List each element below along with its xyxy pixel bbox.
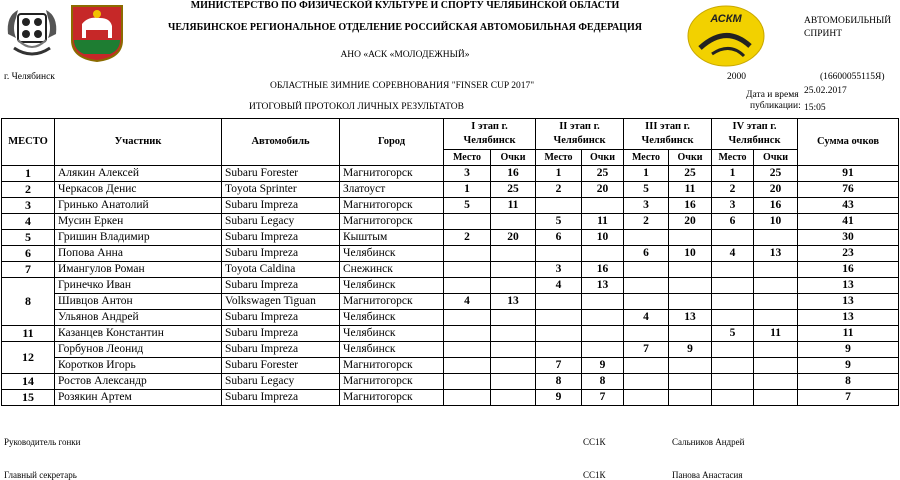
stage-place-cell <box>444 278 491 294</box>
stage-place-subheader: Место <box>444 150 491 166</box>
car-cell: Subaru Legacy <box>222 374 340 390</box>
stage-4-header: IV этап г. Челябинск <box>712 119 798 150</box>
total-points-cell: 23 <box>798 246 899 262</box>
stage-place-cell <box>624 358 669 374</box>
stage-points-cell: 20 <box>669 214 712 230</box>
stage-points-cell <box>491 310 536 326</box>
city-cell: Челябинск <box>340 310 444 326</box>
city-cell: Магнитогорск <box>340 198 444 214</box>
stage-points-cell: 16 <box>491 166 536 182</box>
place-cell: 11 <box>2 326 55 342</box>
stage-points-subheader: Очки <box>491 150 536 166</box>
stage-points-cell: 16 <box>582 262 624 278</box>
city-cell: Челябинск <box>340 278 444 294</box>
city-cell: Магнитогорск <box>340 214 444 230</box>
federation-logo <box>4 4 60 60</box>
stage-place-cell: 3 <box>536 262 582 278</box>
stage-points-cell: 11 <box>669 182 712 198</box>
pub-label: публикации: <box>750 101 801 111</box>
chief-secretary-role: Главный секретарь <box>4 470 77 480</box>
stage-place-cell: 4 <box>712 246 754 262</box>
stage-points-cell: 20 <box>582 182 624 198</box>
pub-value: 15:05 <box>804 103 826 113</box>
car-cell: Subaru Forester <box>222 166 340 182</box>
stage-place-cell <box>536 294 582 310</box>
car-cell: Toyota Sprinter <box>222 182 340 198</box>
stage-points-cell: 11 <box>582 214 624 230</box>
stage-points-cell: 25 <box>669 166 712 182</box>
stage-points-cell <box>491 358 536 374</box>
place-cell: 3 <box>2 198 55 214</box>
stage-points-cell: 20 <box>491 230 536 246</box>
discipline-line1: АВТОМОБИЛЬНЫЙ <box>804 16 892 26</box>
place-cell: 15 <box>2 390 55 406</box>
stage-points-cell: 25 <box>491 182 536 198</box>
stage-place-cell: 5 <box>624 182 669 198</box>
stage-points-cell <box>491 278 536 294</box>
city-cell: Магнитогорск <box>340 294 444 310</box>
stage-place-cell: 1 <box>536 166 582 182</box>
stage-place-cell <box>536 326 582 342</box>
col-place-header: МЕСТО <box>2 119 55 166</box>
stage-place-cell <box>712 230 754 246</box>
stage-points-subheader: Очки <box>582 150 624 166</box>
total-points-cell: 9 <box>798 358 899 374</box>
ministry-title: МИНИСТЕРСТВО ПО ФИЗИЧЕСКОЙ КУЛЬТУРЕ И СПОРТУ ЧЕЛЯБИНСКОЙ ОБЛАСТИ <box>190 0 620 11</box>
stage-place-cell: 4 <box>444 294 491 310</box>
code-right: (16600055115Я) <box>820 72 885 82</box>
stage-place-cell <box>444 390 491 406</box>
stage-points-cell: 9 <box>669 342 712 358</box>
driver-cell: Попова Анна <box>55 246 222 262</box>
driver-cell: Имангулов Роман <box>55 262 222 278</box>
city-cell: Магнитогорск <box>340 358 444 374</box>
stage-place-cell: 7 <box>624 342 669 358</box>
stage-place-cell <box>624 278 669 294</box>
total-points-cell: 13 <box>798 278 899 294</box>
table-row <box>2 166 899 182</box>
askm-logo-text: АСКМ <box>710 13 742 25</box>
stage-points-cell: 16 <box>669 198 712 214</box>
stage-place-cell <box>536 342 582 358</box>
driver-cell: Гринько Анатолий <box>55 198 222 214</box>
stage-place-subheader: Место <box>712 150 754 166</box>
stage-place-cell: 6 <box>712 214 754 230</box>
stage-points-cell <box>754 294 798 310</box>
stage-place-cell <box>444 326 491 342</box>
date-value: 25.02.2017 <box>804 86 847 96</box>
stage-place-cell: 3 <box>712 198 754 214</box>
stage-place-cell <box>712 342 754 358</box>
car-cell: Volkswagen Tiguan <box>222 294 340 310</box>
stage-place-cell: 3 <box>444 166 491 182</box>
table-row <box>2 182 899 198</box>
driver-cell: Ульянов Андрей <box>55 310 222 326</box>
total-points-cell: 7 <box>798 390 899 406</box>
stage-place-cell <box>444 214 491 230</box>
chief-secretary-category: СС1К <box>583 470 606 480</box>
askm-logo <box>686 4 766 68</box>
race-director-role: Руководитель гонки <box>4 437 81 447</box>
city-cell: Снежинск <box>340 262 444 278</box>
stage-points-cell <box>669 262 712 278</box>
stage-points-cell: 20 <box>754 182 798 198</box>
stage-points-cell <box>669 390 712 406</box>
table-row <box>2 230 899 246</box>
city-cell: Челябинск <box>340 326 444 342</box>
driver-cell: Мусин Еркен <box>55 214 222 230</box>
col-city-header: Город <box>340 119 444 166</box>
stage-points-cell: 13 <box>754 246 798 262</box>
stage-place-cell: 4 <box>536 278 582 294</box>
total-points-cell: 76 <box>798 182 899 198</box>
stage-points-cell <box>754 358 798 374</box>
city-label: г. Челябинск <box>4 72 55 82</box>
stage-place-cell: 3 <box>624 198 669 214</box>
stage-points-cell: 10 <box>754 214 798 230</box>
stage-points-subheader: Очки <box>754 150 798 166</box>
place-cell: 6 <box>2 246 55 262</box>
stage-points-cell: 10 <box>582 230 624 246</box>
stage-points-cell: 10 <box>669 246 712 262</box>
place-cell: 12 <box>2 342 55 374</box>
stage-points-cell: 8 <box>582 374 624 390</box>
city-cell: Магнитогорск <box>340 374 444 390</box>
code-left: 2000 <box>727 72 746 82</box>
stage-2-header: II этап г. Челябинск <box>536 119 624 150</box>
total-points-cell: 30 <box>798 230 899 246</box>
table-row <box>2 246 899 262</box>
stage-place-cell <box>624 390 669 406</box>
stage-place-cell <box>536 310 582 326</box>
stage-place-cell: 7 <box>536 358 582 374</box>
date-label: Дата и время <box>746 90 799 100</box>
total-points-cell: 11 <box>798 326 899 342</box>
car-cell: Subaru Impreza <box>222 230 340 246</box>
stage-points-cell <box>491 214 536 230</box>
place-cell: 2 <box>2 182 55 198</box>
car-cell: Subaru Impreza <box>222 342 340 358</box>
total-points-cell: 16 <box>798 262 899 278</box>
stage-points-cell <box>754 230 798 246</box>
stage-place-cell <box>712 390 754 406</box>
stage-points-cell <box>754 374 798 390</box>
stage-points-cell <box>582 294 624 310</box>
table-row <box>2 262 899 278</box>
total-points-cell: 9 <box>798 342 899 358</box>
stage-place-cell: 8 <box>536 374 582 390</box>
stage-place-subheader: Место <box>536 150 582 166</box>
stage-place-cell: 1 <box>624 166 669 182</box>
stage-points-cell <box>582 342 624 358</box>
driver-cell: Гринечко Иван <box>55 278 222 294</box>
col-driver-header: Участник <box>55 119 222 166</box>
organizer: АНО «АСК «МОЛОДЕЖНЫЙ» <box>340 50 470 60</box>
stage-points-cell <box>582 326 624 342</box>
stage-place-cell: 2 <box>624 214 669 230</box>
stage-1-header: I этап г. Челябинск <box>444 119 536 150</box>
driver-cell: Шивцов Антон <box>55 294 222 310</box>
stage-points-cell <box>669 294 712 310</box>
stage-points-cell <box>491 342 536 358</box>
car-cell: Subaru Legacy <box>222 214 340 230</box>
stage-place-cell <box>712 262 754 278</box>
results-table <box>1 118 899 406</box>
table-row <box>2 198 899 214</box>
stage-points-cell <box>669 374 712 390</box>
stage-points-cell <box>491 246 536 262</box>
stage-points-cell <box>491 390 536 406</box>
stage-points-cell <box>754 310 798 326</box>
stage-points-cell <box>669 230 712 246</box>
car-cell: Subaru Impreza <box>222 198 340 214</box>
driver-cell: Горбунов Леонид <box>55 342 222 358</box>
stage-points-cell: 11 <box>754 326 798 342</box>
driver-cell: Казанцев Константин <box>55 326 222 342</box>
car-cell: Subaru Impreza <box>222 246 340 262</box>
stage-place-cell <box>712 374 754 390</box>
stage-points-cell: 16 <box>754 198 798 214</box>
driver-cell: Ростов Александр <box>55 374 222 390</box>
stage-place-cell: 4 <box>624 310 669 326</box>
stage-place-cell: 2 <box>536 182 582 198</box>
driver-cell: Алякин Алексей <box>55 166 222 182</box>
city-cell: Златоуст <box>340 182 444 198</box>
total-points-cell: 43 <box>798 198 899 214</box>
car-cell: Subaru Impreza <box>222 310 340 326</box>
stage-points-cell: 13 <box>582 278 624 294</box>
stage-place-cell <box>624 326 669 342</box>
stage-points-cell: 25 <box>582 166 624 182</box>
stage-place-cell: 1 <box>444 182 491 198</box>
stage-place-cell <box>444 246 491 262</box>
place-cell: 14 <box>2 374 55 390</box>
place-cell: 5 <box>2 230 55 246</box>
stage-place-cell: 9 <box>536 390 582 406</box>
stage-place-cell <box>624 230 669 246</box>
stage-points-subheader: Очки <box>669 150 712 166</box>
stage-points-cell <box>754 278 798 294</box>
stage-place-cell <box>444 374 491 390</box>
col-car-header: Автомобиль <box>222 119 340 166</box>
stage-place-cell <box>444 262 491 278</box>
stage-place-cell <box>536 198 582 214</box>
table-row <box>2 214 899 230</box>
stage-place-cell: 5 <box>536 214 582 230</box>
table-row <box>2 342 899 358</box>
place-cell: 8 <box>2 278 55 326</box>
stage-place-cell <box>712 310 754 326</box>
stage-place-cell <box>624 294 669 310</box>
race-director-name: Сальников Андрей <box>672 437 745 447</box>
stage-points-cell: 13 <box>491 294 536 310</box>
event-title: ОБЛАСТНЫЕ ЗИМНИЕ СОРЕВНОВАНИЯ "FINSER CUP 2017" <box>270 81 535 91</box>
federation-title: ЧЕЛЯБИНСКОЕ РЕГИОНАЛЬНОЕ ОТДЕЛЕНИЕ РОССИЙСКАЯ АВТОМОБИЛЬНАЯ ФЕДЕРАЦИЯ <box>168 22 642 33</box>
city-cell: Кыштым <box>340 230 444 246</box>
stage-points-cell <box>582 310 624 326</box>
stage-points-cell <box>491 374 536 390</box>
chief-secretary-name: Панова Анастасия <box>672 470 743 480</box>
stage-points-cell <box>754 342 798 358</box>
stage-points-cell <box>754 390 798 406</box>
stage-points-cell <box>582 198 624 214</box>
city-cell: Магнитогорск <box>340 390 444 406</box>
driver-cell: Коротков Игорь <box>55 358 222 374</box>
place-cell: 1 <box>2 166 55 182</box>
total-points-cell: 8 <box>798 374 899 390</box>
stage-place-cell: 5 <box>712 326 754 342</box>
table-row <box>2 326 899 342</box>
table-row <box>2 390 899 406</box>
stage-place-cell: 2 <box>712 182 754 198</box>
stage-points-cell <box>754 262 798 278</box>
stage-place-subheader: Место <box>624 150 669 166</box>
driver-cell: Розякин Артем <box>55 390 222 406</box>
stage-points-cell <box>669 358 712 374</box>
stage-points-cell <box>491 326 536 342</box>
protocol-title: ИТОГОВЫЙ ПРОТОКОЛ ЛИЧНЫХ РЕЗУЛЬТАТОВ <box>249 102 464 112</box>
stage-points-cell: 13 <box>669 310 712 326</box>
stage-points-cell: 7 <box>582 390 624 406</box>
stage-place-cell <box>536 246 582 262</box>
stage-place-cell: 6 <box>624 246 669 262</box>
total-points-cell: 13 <box>798 310 899 326</box>
stage-place-cell <box>712 294 754 310</box>
stage-points-cell <box>669 278 712 294</box>
city-cell: Челябинск <box>340 246 444 262</box>
race-director-category: СС1К <box>583 437 606 447</box>
stage-points-cell: 11 <box>491 198 536 214</box>
stage-place-cell <box>624 374 669 390</box>
stage-points-cell <box>491 262 536 278</box>
stage-points-cell: 25 <box>754 166 798 182</box>
stage-place-cell <box>444 358 491 374</box>
car-cell: Subaru Impreza <box>222 278 340 294</box>
col-total-header: Сумма очков <box>798 119 899 166</box>
total-points-cell: 41 <box>798 214 899 230</box>
stage-3-header: III этап г. Челябинск <box>624 119 712 150</box>
driver-cell: Гришин Владимир <box>55 230 222 246</box>
stage-place-cell <box>624 262 669 278</box>
city-cell: Магнитогорск <box>340 166 444 182</box>
place-cell: 4 <box>2 214 55 230</box>
stage-points-cell: 9 <box>582 358 624 374</box>
table-row <box>2 294 899 310</box>
stage-place-cell <box>444 342 491 358</box>
stage-place-cell <box>444 310 491 326</box>
city-cell: Челябинск <box>340 342 444 358</box>
table-row <box>2 310 899 326</box>
stage-place-cell: 1 <box>712 166 754 182</box>
total-points-cell: 91 <box>798 166 899 182</box>
total-points-cell: 13 <box>798 294 899 310</box>
car-cell: Subaru Impreza <box>222 390 340 406</box>
table-row <box>2 374 899 390</box>
car-cell: Toyota Caldina <box>222 262 340 278</box>
car-cell: Subaru Forester <box>222 358 340 374</box>
stage-points-cell <box>582 246 624 262</box>
stage-place-cell: 5 <box>444 198 491 214</box>
stage-place-cell: 2 <box>444 230 491 246</box>
car-cell: Subaru Impreza <box>222 326 340 342</box>
discipline-line2: СПРИНТ <box>804 29 843 39</box>
table-row <box>2 278 899 294</box>
stage-points-cell <box>669 326 712 342</box>
stage-place-cell: 6 <box>536 230 582 246</box>
place-cell: 7 <box>2 262 55 278</box>
table-row <box>2 358 899 374</box>
driver-cell: Черкасов Денис <box>55 182 222 198</box>
region-coat-of-arms <box>70 4 124 62</box>
stage-place-cell <box>712 358 754 374</box>
stage-place-cell <box>712 278 754 294</box>
